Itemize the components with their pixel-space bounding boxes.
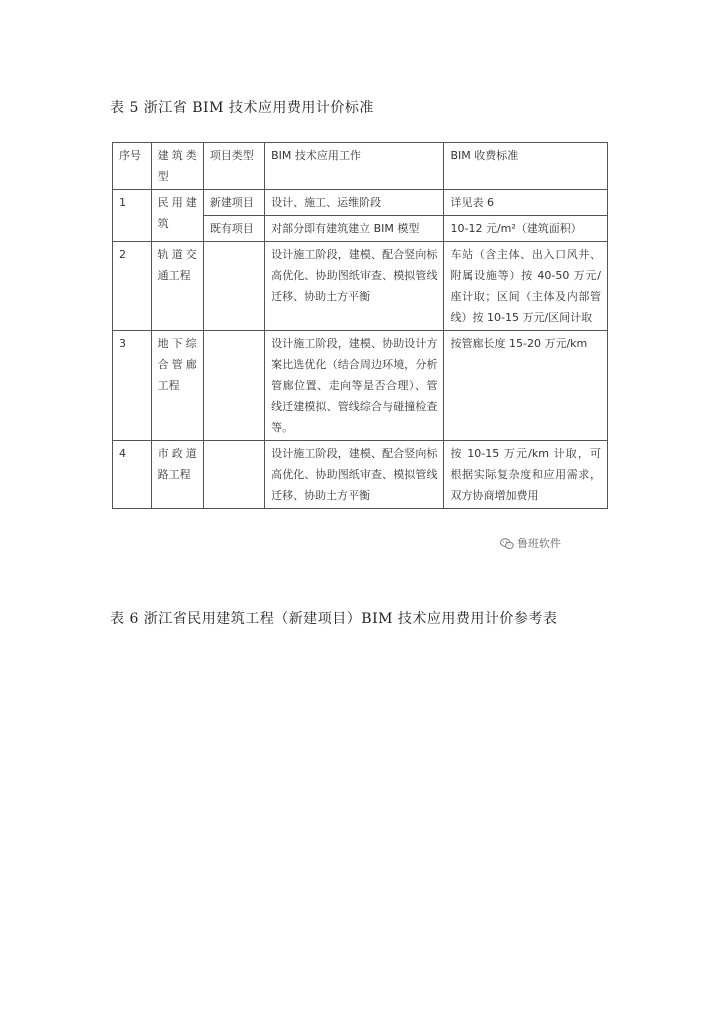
header-project-type: 项目类型	[203, 143, 264, 190]
row3-standard: 按管廊长度 15-20 万元/km	[444, 331, 608, 441]
watermark-text: 鲁班软件	[517, 537, 561, 550]
row1b-work: 对部分即有建筑建立 BIM 模型	[265, 216, 444, 242]
row4-work: 设计施工阶段，建模、配合竖向标高优化、协助图纸审查、模拟管线迁移、协助土方平衡	[265, 441, 444, 509]
row2-work: 设计施工阶段，建模、配合竖向标高优化、协助图纸审查、模拟管线迁移、协助土方平衡	[265, 242, 444, 331]
watermark	[500, 535, 561, 551]
row3-category: 地下综合管廊工程	[151, 331, 203, 441]
row1b-project-type: 既有项目	[203, 216, 264, 242]
row4-category: 市政道路工程	[151, 441, 203, 509]
row1b-standard: 10-12 元/m²（建筑面积）	[444, 216, 608, 242]
row1-seq: 1	[113, 190, 152, 242]
row2-standard: 车站（含主体、出入口风井、附属设施等）按 40-50 万元/座计取；区间（主体及内部管线）按 10-15 万元/区间计取	[444, 242, 608, 331]
row2-seq: 2	[113, 242, 152, 331]
row1a-project-type: 新建项目	[203, 190, 264, 216]
row1a-standard: 详见表 6	[444, 190, 608, 216]
row3-seq: 3	[113, 331, 152, 441]
row4-standard: 按 10-15 万元/km 计取，可根据实际复杂度和应用需求，双方协商增加费用	[444, 441, 608, 509]
header-work: BIM 技术应用工作	[265, 143, 444, 190]
header-seq: 序号	[113, 143, 152, 190]
table-row	[113, 441, 608, 509]
row4-seq: 4	[113, 441, 152, 509]
table-header-row	[113, 143, 608, 190]
wechat-icon	[500, 538, 514, 550]
header-standard: BIM 收费标准	[444, 143, 608, 190]
row3-work: 设计施工阶段，建模、协助设计方案比选优化（结合周边环境，分析管廊位置、走向等是否合理）、管线迁建模拟、管线综合与碰撞检查等。	[265, 331, 444, 441]
table-row	[113, 190, 608, 216]
row2-project-type	[203, 242, 264, 331]
bim-fee-table	[112, 142, 608, 509]
row1a-work: 设计、施工、运维阶段	[265, 190, 444, 216]
row4-project-type	[203, 441, 264, 509]
row1-category: 民用建筑	[151, 190, 203, 242]
table-row	[113, 331, 608, 441]
table-row	[113, 242, 608, 331]
row3-project-type	[203, 331, 264, 441]
row2-category: 轨道交通工程	[151, 242, 203, 331]
table5-caption: 表 5 浙江省 BIM 技术应用费用计价标准	[110, 100, 374, 116]
table6-caption: 表 6 浙江省民用建筑工程（新建项目）BIM 技术应用费用计价参考表	[110, 611, 558, 627]
header-category: 建筑类型	[151, 143, 203, 190]
